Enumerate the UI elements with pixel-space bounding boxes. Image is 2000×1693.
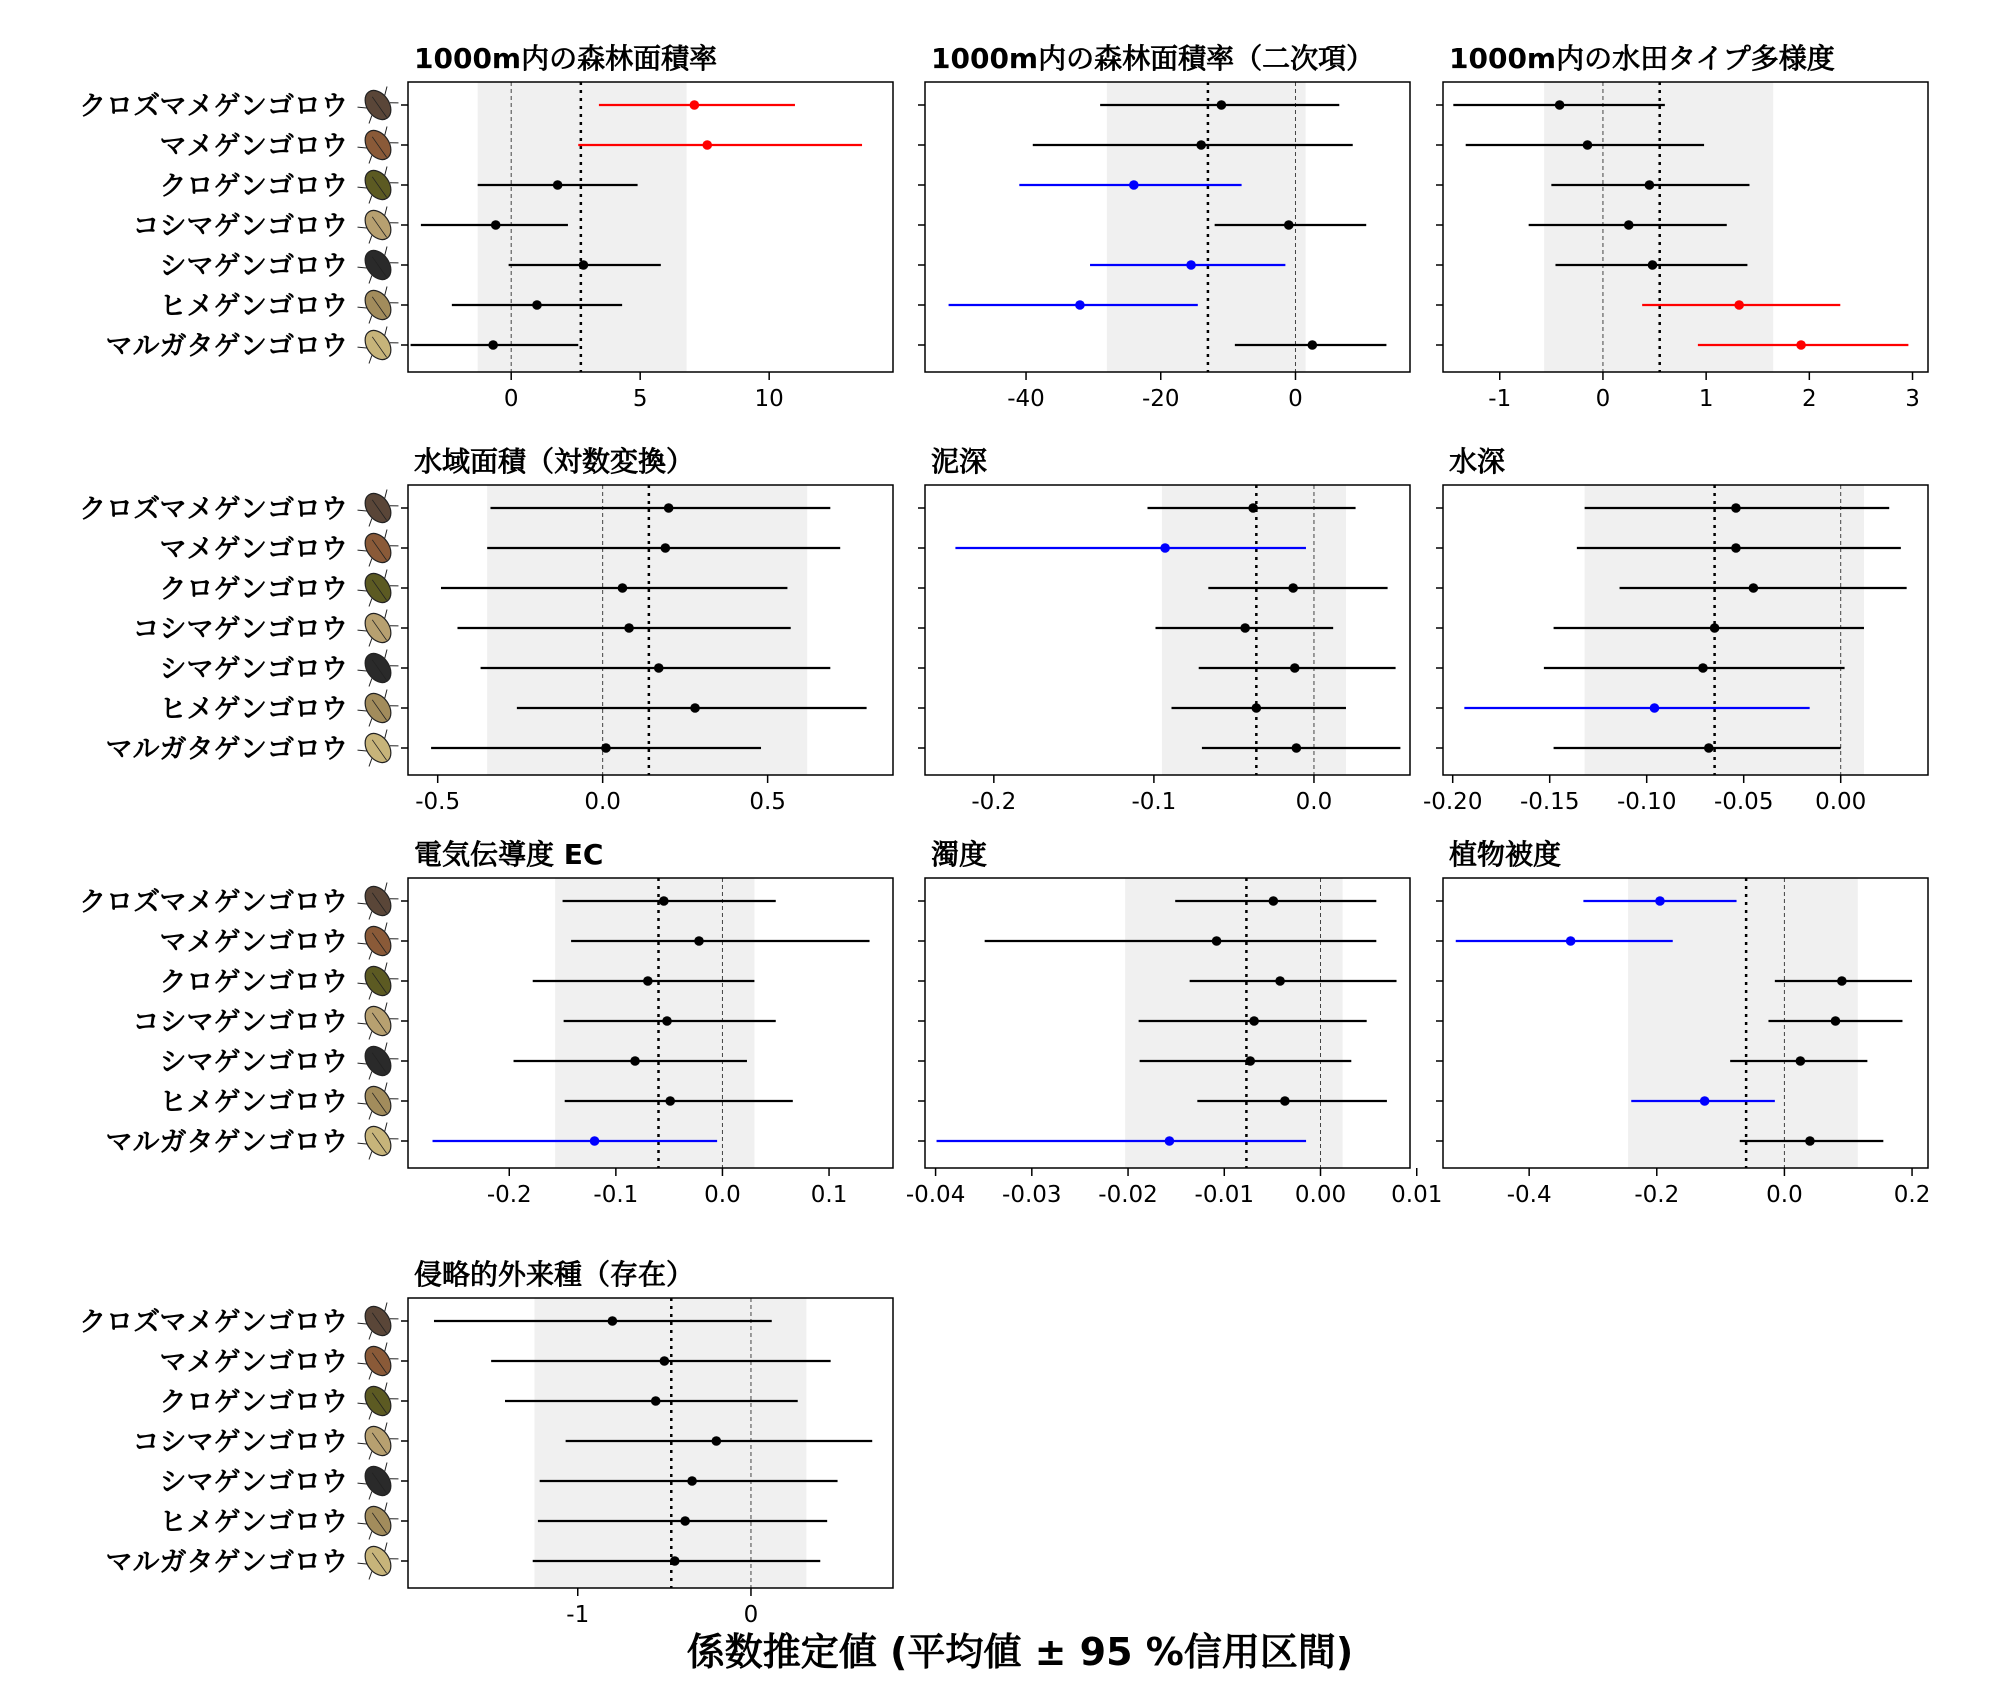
panel-title: 電気伝導度 EC: [414, 838, 604, 871]
panels-layer: [79, 42, 1930, 1628]
x-tick-label: 0.0: [704, 1182, 741, 1208]
estimate-point: [1555, 100, 1565, 110]
estimate-point: [680, 1516, 690, 1526]
estimate-point: [1710, 623, 1720, 633]
estimate-point: [1284, 220, 1294, 230]
beetle-leg: [390, 1015, 399, 1023]
beetle-icon: [354, 1418, 402, 1465]
estimate-point: [687, 1476, 697, 1486]
species-label: クロズマメゲンゴロウ: [79, 887, 348, 918]
panel-title: 水域面積（対数変換）: [414, 445, 695, 478]
estimate-point: [579, 260, 589, 270]
species-label: シマゲンゴロウ: [159, 1047, 348, 1078]
x-tick-label: -40: [1007, 386, 1045, 412]
credible-band: [1628, 878, 1858, 1168]
x-tick-label: 0.2: [1893, 1182, 1931, 1208]
estimate-point: [1796, 340, 1806, 350]
beetle-icon: [354, 998, 402, 1045]
estimate-point: [1566, 936, 1576, 946]
estimate-point: [662, 1016, 672, 1026]
beetle-leg: [390, 662, 399, 670]
estimate-point: [659, 896, 669, 906]
species-label: ヒメゲンゴロウ: [159, 1507, 348, 1538]
species-label: マルガタゲンゴロウ: [105, 1547, 348, 1578]
panel-title: 1000m内の森林面積率（二次項）: [931, 42, 1375, 75]
estimate-point: [1275, 976, 1285, 986]
species-label: マルガタゲンゴロウ: [105, 1127, 348, 1158]
estimate-point: [651, 1396, 661, 1406]
x-tick-label: -0.10: [1616, 789, 1677, 815]
estimate-point: [1165, 1136, 1175, 1146]
estimate-point: [1650, 703, 1660, 713]
estimate-point: [1249, 1016, 1259, 1026]
beetle-leg: [390, 339, 399, 347]
x-tick-label: -1: [566, 1602, 590, 1628]
estimate-point: [491, 220, 501, 230]
beetle-icon: [354, 958, 402, 1005]
beetle-icon: [354, 282, 402, 329]
estimate-point: [643, 976, 653, 986]
x-tick-label: 0.5: [749, 789, 786, 815]
estimate-point: [1248, 503, 1258, 513]
estimate-point: [1655, 896, 1665, 906]
estimate-point: [1217, 100, 1227, 110]
panel-title: 植物被度: [1449, 838, 1562, 871]
beetle-icon: [354, 122, 402, 169]
estimate-point: [1749, 583, 1759, 593]
estimate-point: [1731, 543, 1741, 553]
beetle-leg: [390, 622, 399, 630]
species-label: クロズマメゲンゴロウ: [79, 494, 348, 525]
beetle-leg: [390, 1475, 399, 1483]
estimate-point: [624, 623, 634, 633]
estimate-point: [1212, 936, 1222, 946]
x-tick-label: 0.0: [584, 789, 621, 815]
estimate-point: [702, 140, 712, 150]
x-tick-label: 3: [1905, 386, 1920, 412]
x-tick-label: -0.4: [1506, 1182, 1552, 1208]
beetle-leg: [390, 1355, 399, 1363]
x-tick-label: -0.2: [1634, 1182, 1680, 1208]
species-label: ヒメゲンゴロウ: [159, 694, 348, 725]
beetle-leg: [390, 259, 399, 267]
beetle-leg: [390, 1435, 399, 1443]
beetle-leg: [390, 1095, 399, 1103]
estimate-point: [1831, 1016, 1841, 1026]
beetle-icon: [354, 878, 402, 925]
estimate-point: [1196, 140, 1206, 150]
estimate-point: [661, 543, 671, 553]
species-label: クロゲンゴロウ: [159, 1387, 348, 1418]
beetle-icon: [354, 1298, 402, 1345]
panel-title: 濁度: [931, 838, 988, 871]
panel-title: 水深: [1449, 445, 1506, 478]
panel: [1423, 445, 1928, 815]
x-tick-label: -0.2: [971, 789, 1017, 815]
beetle-icon: [354, 82, 402, 129]
species-label: ヒメゲンゴロウ: [159, 1087, 348, 1118]
beetle-icon: [354, 1038, 402, 1085]
beetle-leg: [390, 895, 399, 903]
beetle-icon: [354, 685, 402, 732]
x-tick-label: 10: [754, 386, 784, 412]
credible-band: [1162, 485, 1346, 775]
estimate-point: [1308, 340, 1318, 350]
beetle-leg: [390, 1135, 399, 1143]
estimate-point: [553, 180, 563, 190]
estimate-point: [1186, 260, 1196, 270]
beetle-icon: [354, 645, 402, 692]
credible-band: [1585, 485, 1864, 775]
estimate-point: [665, 1096, 675, 1106]
panel: [79, 1258, 893, 1628]
species-label: クロズマメゲンゴロウ: [79, 91, 348, 122]
credible-band: [1107, 82, 1306, 372]
estimate-point: [1837, 976, 1847, 986]
beetle-leg: [390, 1315, 399, 1323]
estimate-point: [670, 1556, 680, 1566]
beetle-icon: [354, 565, 402, 612]
estimate-point: [601, 743, 611, 753]
estimate-point: [712, 1436, 722, 1446]
credible-band: [478, 82, 687, 372]
beetle-leg: [390, 935, 399, 943]
species-label: コシマゲンゴロウ: [132, 1007, 348, 1038]
panel-title: 侵略的外来種（存在）: [414, 1258, 695, 1291]
beetle-icon: [354, 1378, 402, 1425]
panel-title: 1000m内の森林面積率: [414, 42, 718, 75]
credible-band: [487, 485, 807, 775]
x-tick-label: 5: [632, 386, 648, 412]
x-tick-label: 0: [1595, 386, 1611, 412]
x-tick-label: 0.00: [1815, 789, 1867, 815]
beetle-leg: [390, 139, 399, 147]
estimate-point: [1704, 743, 1714, 753]
estimate-point: [1805, 1136, 1815, 1146]
estimate-point: [1240, 623, 1250, 633]
species-label: マメゲンゴロウ: [159, 1347, 348, 1378]
species-label: シマゲンゴロウ: [159, 251, 348, 282]
x-tick-label: -20: [1141, 386, 1180, 412]
beetle-leg: [390, 1555, 399, 1563]
beetle-icon: [354, 1458, 402, 1505]
estimate-point: [1292, 743, 1302, 753]
species-label: クロゲンゴロウ: [159, 171, 348, 202]
beetle-leg: [390, 99, 399, 107]
estimate-point: [1075, 300, 1085, 310]
panel: [79, 445, 893, 815]
species-label: ヒメゲンゴロウ: [159, 291, 348, 322]
x-tick-label: 0.1: [810, 1182, 848, 1208]
beetle-icon: [354, 918, 402, 965]
x-tick-label: -0.02: [1098, 1182, 1158, 1208]
beetle-icon: [354, 725, 402, 772]
estimate-point: [1700, 1096, 1710, 1106]
x-tick-label: -0.01: [1194, 1182, 1255, 1208]
panel: [79, 838, 893, 1208]
credible-band: [555, 878, 754, 1168]
x-tick-label: 0: [1288, 386, 1303, 412]
estimate-point: [1269, 896, 1279, 906]
species-label: コシマゲンゴロウ: [132, 211, 348, 242]
panel: [918, 445, 1410, 815]
beetle-icon: [354, 1078, 402, 1125]
beetle-icon: [354, 322, 402, 369]
species-label: マメゲンゴロウ: [159, 534, 348, 565]
estimate-point: [1290, 663, 1300, 673]
beetle-icon: [354, 605, 402, 652]
estimate-point: [1645, 180, 1655, 190]
panel: [1436, 838, 1930, 1208]
beetle-icon: [354, 1338, 402, 1385]
estimate-point: [1731, 503, 1741, 513]
beetle-leg: [390, 502, 399, 510]
x-tick-label: 0.0: [1766, 1182, 1803, 1208]
estimate-point: [1280, 1096, 1290, 1106]
estimate-point: [1583, 140, 1593, 150]
beetle-icon: [354, 1538, 402, 1585]
species-label: マメゲンゴロウ: [159, 927, 348, 958]
x-tick-label: -0.15: [1519, 789, 1580, 815]
estimate-point: [654, 663, 664, 673]
beetle-icon: [354, 202, 402, 249]
x-tick-label: 1: [1698, 386, 1714, 412]
beetle-leg: [390, 742, 399, 750]
species-label: シマゲンゴロウ: [159, 1467, 348, 1498]
estimate-point: [1648, 260, 1658, 270]
panel-title: 1000m内の水田タイプ多様度: [1449, 42, 1835, 75]
estimate-point: [1734, 300, 1744, 310]
x-tick-label: -0.1: [1131, 789, 1177, 815]
beetle-leg: [390, 219, 399, 227]
x-tick-label: -0.04: [905, 1182, 966, 1208]
panel: [1436, 42, 1928, 412]
x-tick-label: -0.03: [1002, 1182, 1062, 1208]
species-label: クロゲンゴロウ: [159, 574, 348, 605]
beetle-leg: [390, 702, 399, 710]
species-label: マメゲンゴロウ: [159, 131, 348, 162]
beetle-leg: [390, 1055, 399, 1063]
x-tick-label: 0: [503, 386, 519, 412]
estimate-point: [488, 340, 498, 350]
x-tick-label: 0.01: [1391, 1182, 1443, 1208]
estimate-point: [618, 583, 628, 593]
estimate-point: [590, 1136, 600, 1146]
x-tick-label: -0.1: [593, 1182, 639, 1208]
species-label: コシマゲンゴロウ: [132, 614, 348, 645]
estimate-point: [660, 1356, 670, 1366]
species-label: コシマゲンゴロウ: [132, 1427, 348, 1458]
x-tick-label: -0.20: [1422, 789, 1483, 815]
estimate-point: [1245, 1056, 1255, 1066]
estimate-point: [630, 1056, 640, 1066]
x-tick-label: -0.05: [1713, 789, 1774, 815]
beetle-leg: [390, 179, 399, 187]
beetle-icon: [354, 485, 402, 532]
beetle-icon: [354, 162, 402, 209]
estimate-point: [608, 1316, 618, 1326]
beetle-leg: [390, 299, 399, 307]
x-tick-label: 0: [743, 1602, 759, 1628]
beetle-icon: [354, 242, 402, 289]
panel: [918, 42, 1410, 412]
x-tick-label: 2: [1802, 386, 1817, 412]
beetle-icon: [354, 525, 402, 572]
beetle-leg: [390, 1515, 399, 1523]
species-label: マルガタゲンゴロウ: [105, 734, 348, 765]
beetle-leg: [390, 1395, 399, 1403]
estimate-point: [1288, 583, 1298, 593]
x-tick-label: 0.0: [1295, 789, 1333, 815]
beetle-leg: [390, 542, 399, 550]
species-label: クロズマメゲンゴロウ: [79, 1307, 348, 1338]
estimate-point: [694, 936, 704, 946]
estimate-point: [1129, 180, 1139, 190]
x-tick-label: -0.5: [415, 789, 461, 815]
estimate-point: [532, 300, 542, 310]
x-axis-label: 係数推定値 (平均値 ± 95 %信用区間): [686, 1630, 1354, 1674]
estimate-point: [690, 100, 700, 110]
panel: [79, 42, 893, 412]
species-label: シマゲンゴロウ: [159, 654, 348, 685]
beetle-icon: [354, 1118, 402, 1165]
estimate-point: [1698, 663, 1708, 673]
beetle-leg: [390, 582, 399, 590]
x-tick-label: 0.00: [1294, 1182, 1347, 1208]
panel-title: 泥深: [931, 445, 988, 478]
panel: [906, 838, 1443, 1208]
x-tick-label: -0.2: [486, 1182, 532, 1208]
estimate-point: [664, 503, 674, 513]
beetle-icon: [354, 1498, 402, 1545]
species-label: クロゲンゴロウ: [159, 967, 348, 998]
species-label: マルガタゲンゴロウ: [105, 331, 348, 362]
beetle-leg: [390, 975, 399, 983]
estimate-point: [1624, 220, 1634, 230]
estimate-point: [1252, 703, 1262, 713]
x-tick-label: -1: [1488, 386, 1512, 412]
estimate-point: [1796, 1056, 1806, 1066]
estimate-point: [690, 703, 700, 713]
estimate-point: [1160, 543, 1170, 553]
credible-band: [1125, 878, 1342, 1168]
